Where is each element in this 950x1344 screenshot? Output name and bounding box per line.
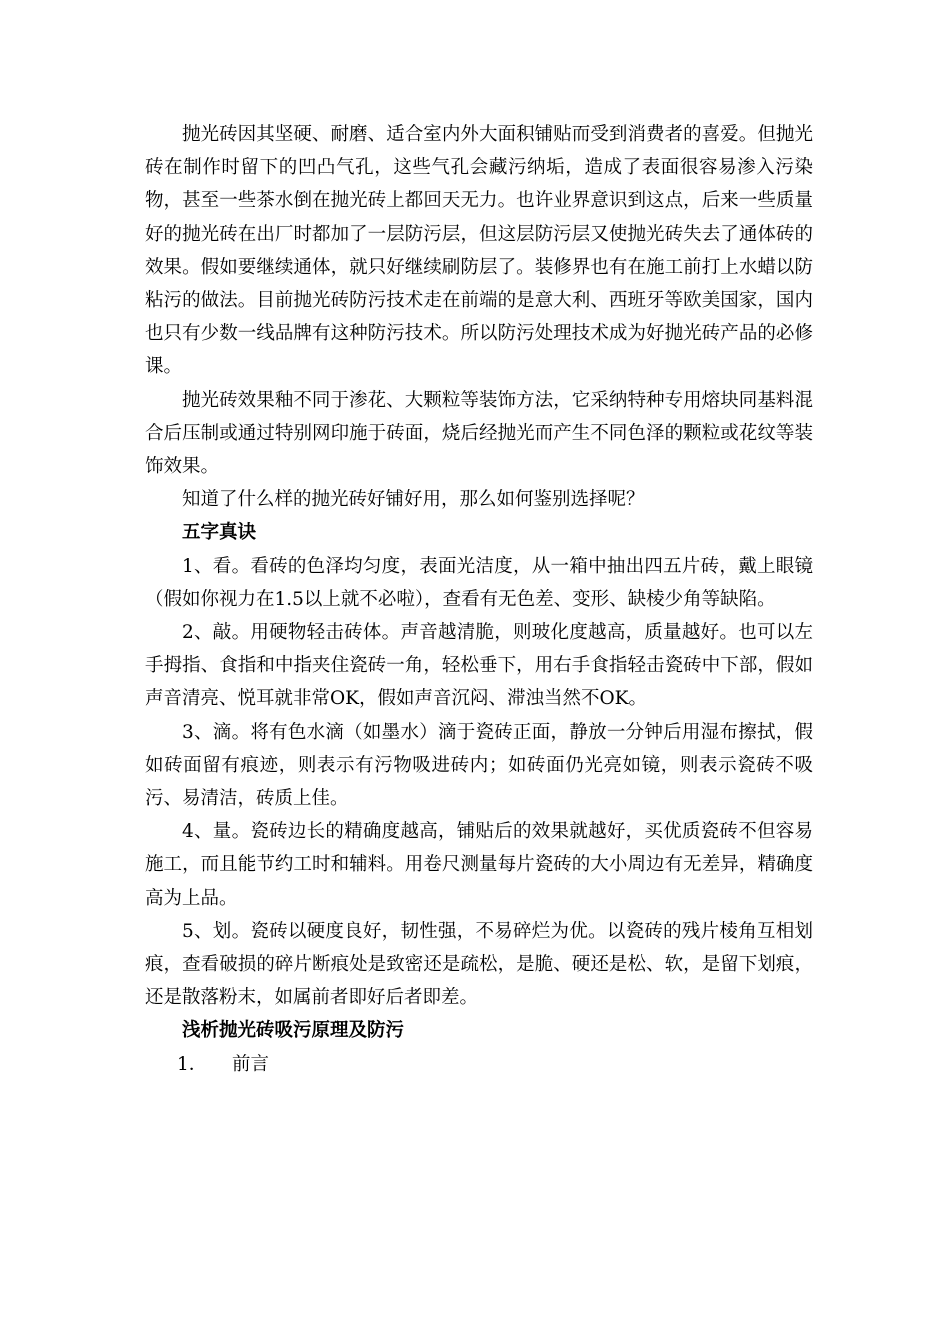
document-body	[145, 118, 813, 1081]
paragraph-intro: 抛光砖因其坚硬、耐磨、适合室内外大面积铺贴而受到消费者的喜爱。但抛光砖在制作时留下的凹凸气孔，这些气孔会藏污纳垢，造成了表面很容易渗入污染物，甚至一些茶水倒在抛光砖上都回天无力。也许业界意识到这点，后来一些质量好的抛光砖在出厂时都加了一层防污层，但这层防污层又使抛光砖失去了通体砖的效果。假如要继续通体，就只好继续刷防层了。装修界也有在施工前打上水蜡以防粘污的做法。目前抛光砖防污技术走在前端的是意大利、西班牙等欧美国家，国内也只有少数一线品牌有这种防污技术。所以防污处理技术成为好抛光砖产品的必修课。	[145, 124, 813, 378]
paragraph-glaze-effect: 抛光砖效果釉不同于渗花、大颗粒等装饰方法，它采纳特种专用熔块同基料混合后压制或通过特别网印施于砖面，烧后经抛光而产生不同色泽的颗粒或花纹等装饰效果。	[145, 389, 813, 478]
tip-scratch: 5、划。瓷砖以硬度良好，韧性强，不易碎烂为优。以瓷砖的残片棱角互相划痕，查看破损的碎片断痕处是致密还是疏松，是脆、硬还是松、软，是留下划痕，还是散落粉末，如属前者即好后者即差。	[145, 920, 813, 1009]
heading-stain-analysis: 浅析抛光砖吸污原理及防污	[182, 1020, 405, 1042]
section-preface	[145, 1048, 813, 1081]
paragraph-question: 知道了什么样的抛光砖好铺好用，那么如何鉴别选择呢？	[182, 489, 645, 511]
tip-look: 1、看。看砖的色泽均匀度，表面光洁度，从一箱中抽出四五片砖，戴上眼镜（假如你视力在1.5以上就不必啦），查看有无色差、变形、缺棱少角等缺陷。	[145, 555, 813, 610]
tip-measure: 4、量。瓷砖边长的精确度越高，铺贴后的效果就越好，买优质瓷砖不但容易施工，而且能节约工时和辅料。用卷尺测量每片瓷砖的大小周边有无差异，精确度高为上品。	[145, 821, 813, 909]
section-number: 1．	[177, 1053, 208, 1075]
section-title: 前言	[232, 1053, 270, 1075]
tip-knock: 2、敲。用硬物轻击砖体。声音越清脆，则玻化度越高，质量越好。也可以左手拇指、食指和中指夹住瓷砖一角，轻松垂下，用右手食指轻击瓷砖中下部，假如声音清亮、悦耳就非常OK，假如声音沉闷、滞浊当然不OK。	[145, 622, 813, 710]
heading-five-tips: 五字真诀	[182, 522, 257, 544]
tip-drip: 3、滴。将有色水滴（如墨水）滴于瓷砖正面，静放一分钟后用湿布擦拭，假如砖面留有痕迹，则表示有污物吸进砖内；如砖面仍光亮如镜，则表示瓷砖不吸污、易清洁，砖质上佳。	[145, 721, 813, 810]
